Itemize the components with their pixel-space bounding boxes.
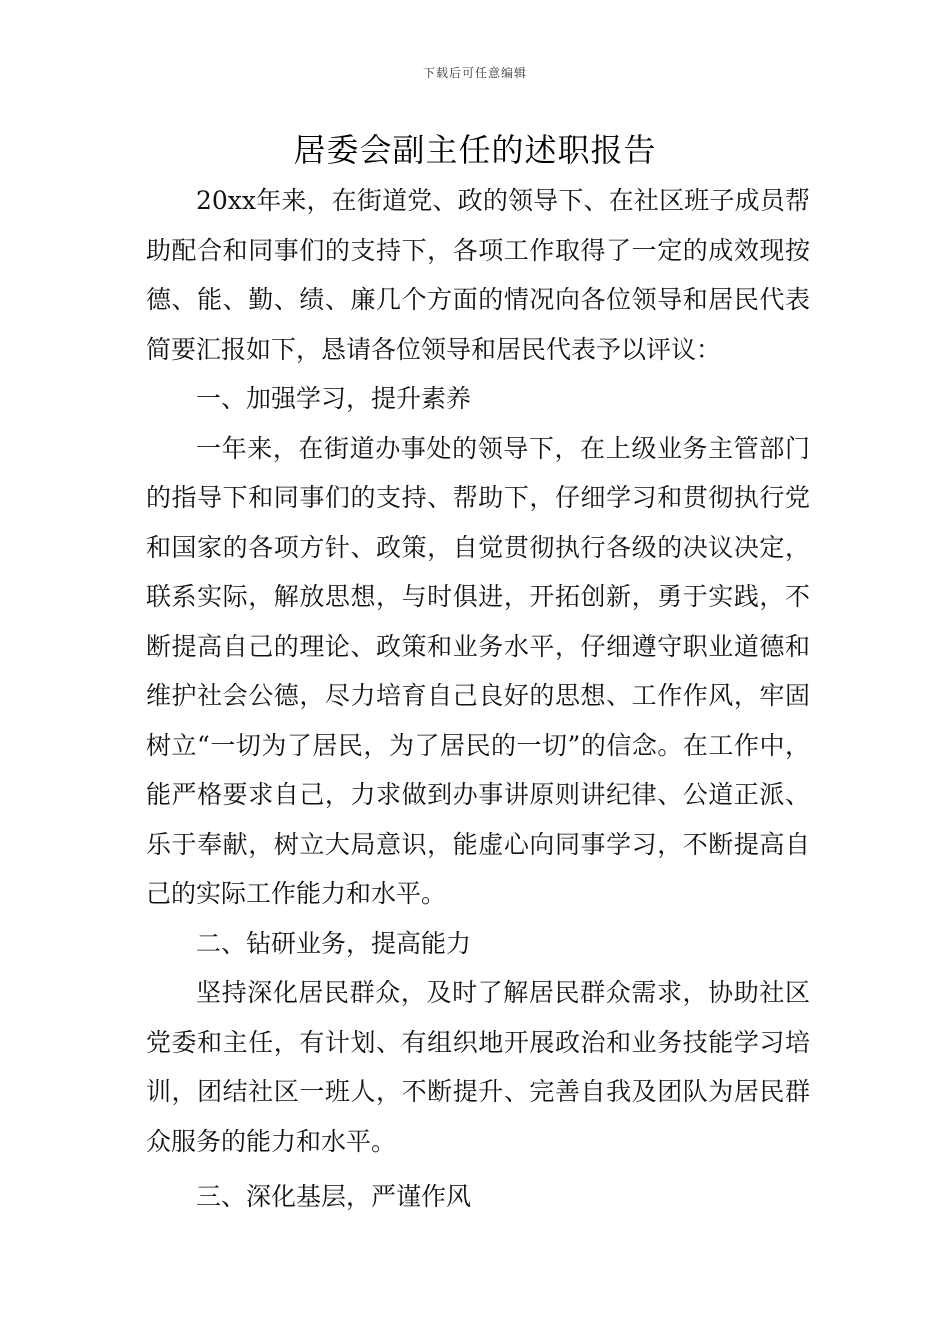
- section-heading-1: 一、加强学习，提升素养: [196, 384, 472, 413]
- intro-paragraph: 20xx年来，在街道党、政的领导下、在社区班子成员帮助配合和同事们的支持下，各项工作取得了一定的成效现按德、能、勤、绩、廉几个方面的情况向各位领导和居民代表简要汇报如下，恳请各位领导和居民代表予以评议：: [146, 186, 810, 364]
- section-2-paragraph: 坚持深化居民群众，及时了解居民群众需求，协助社区党委和主任，有计划、有组织地开展政治和业务技能学习培训，团结社区一班人，不断提升、完善自我及团队为居民群众服务的能力和水平。: [146, 978, 810, 1156]
- header-note: 下载后可任意编辑: [422, 66, 527, 80]
- document-title: 居委会副主任的述职报告: [293, 131, 657, 169]
- section-heading-2: 二、钻研业务，提高能力: [196, 928, 472, 958]
- section-1-paragraph: 一年来，在街道办事处的领导下，在上级业务主管部门的指导下和同事们的支持、帮助下，仔细学习和贯彻执行党和国家的各项方针、政策，自觉贯彻执行各级的决议决定，联系实际，解放思想，与时俱进，开拓创新，勇于实践，不断提高自己的理论、政策和业务水平，仔细遵守职业道德和维护社会公德，尽力培育自己良好的思想、工作作风，牢固树立“一切为了居民，为了居民的一切”的信念。在工作中，能严格要求自己，力求做到办事讲原则讲纪律、公道正派、乐于奉献，树立大局意识，能虚心向同事学习，不断提高自己的实际工作能力和水平。: [146, 433, 810, 908]
- section-heading-3: 三、深化基层，严谨作风: [196, 1182, 472, 1211]
- document-body: [146, 176, 810, 1222]
